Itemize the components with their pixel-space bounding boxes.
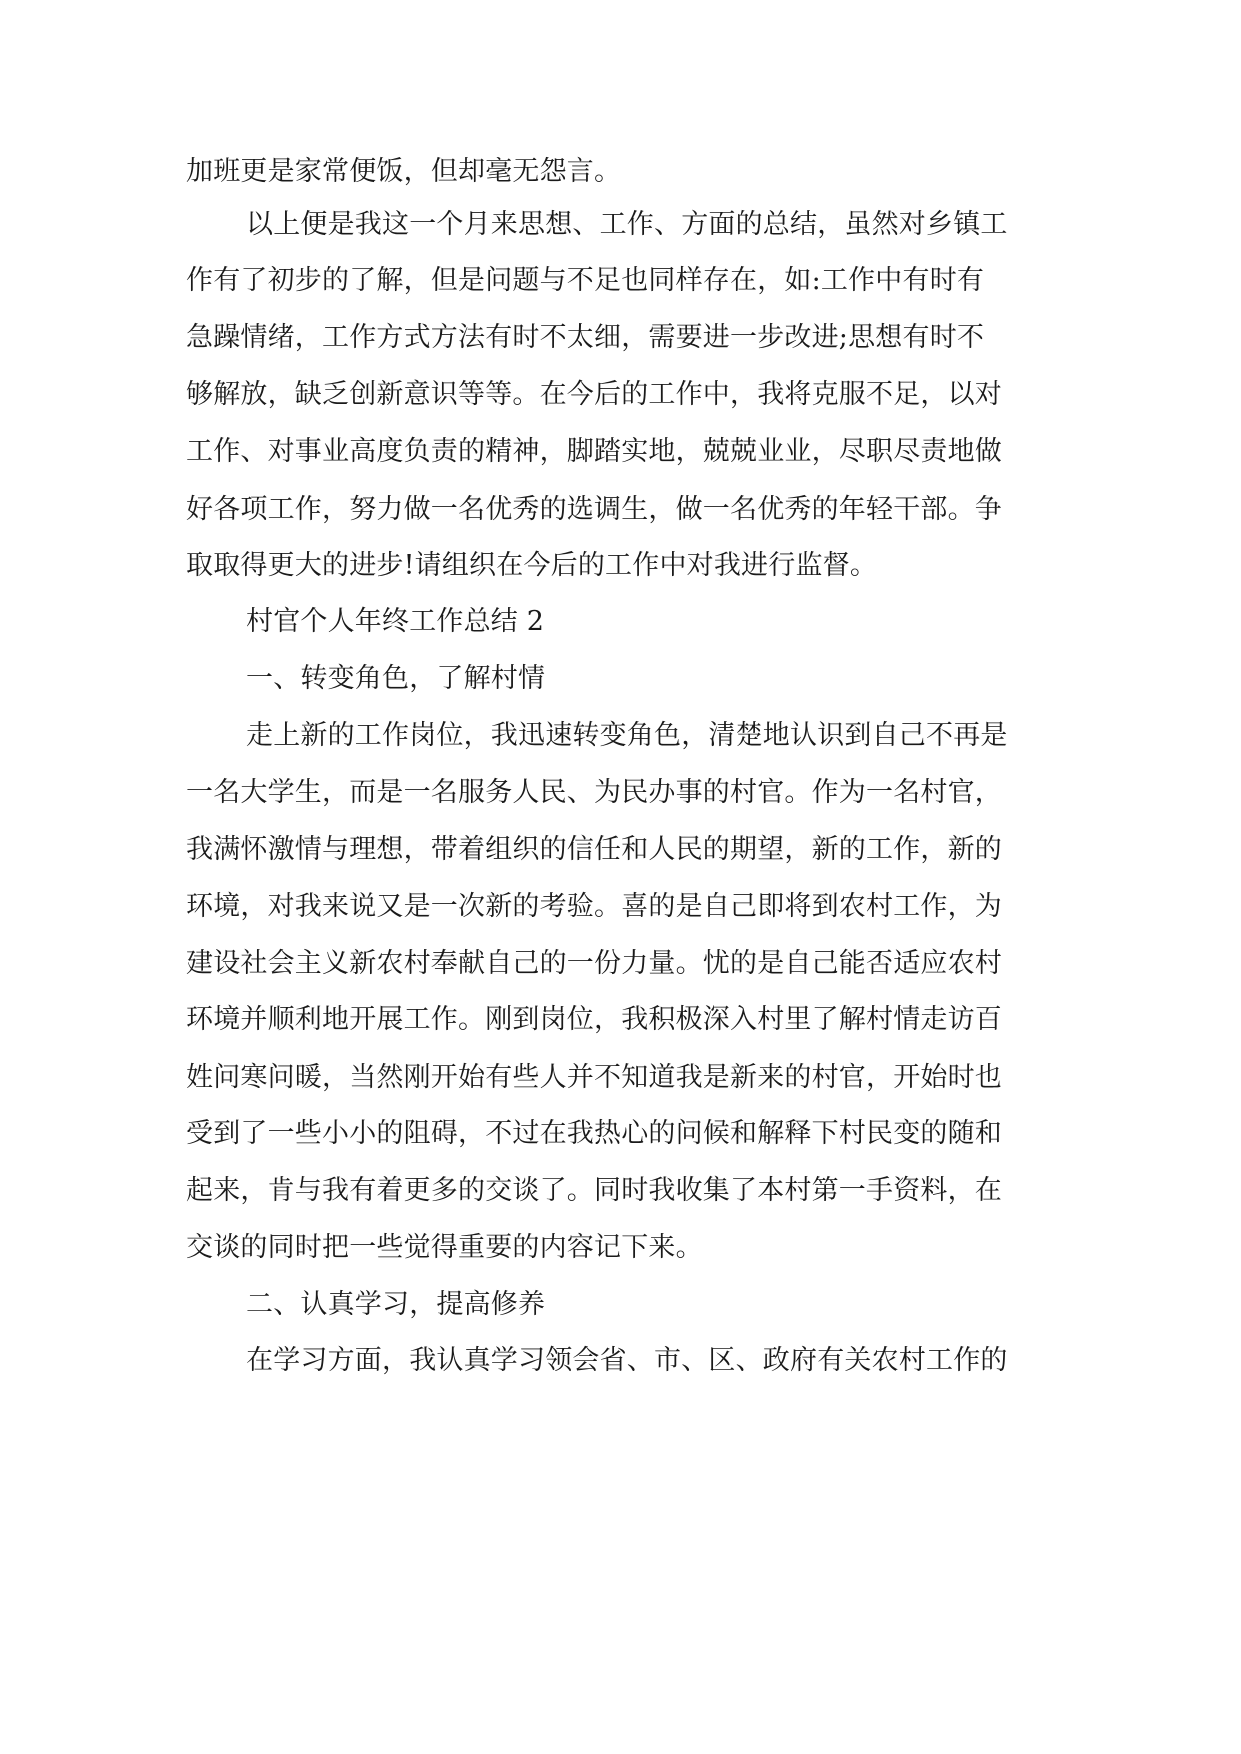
text-line: 姓问寒问暖，当然刚开始有些人并不知道我是新来的村官，开始时也 bbox=[186, 1062, 1002, 1093]
section-title: 村官个人年终工作总结 2 bbox=[246, 606, 545, 637]
text-line: 交谈的同时把一些觉得重要的内容记下来。 bbox=[186, 1232, 703, 1263]
text-line: 急躁情绪，工作方式方法有时不太细，需要进一步改进;思想有时不 bbox=[186, 322, 985, 353]
text-line: 环境并顺利地开展工作。刚到岗位，我积极深入村里了解村情走访百 bbox=[186, 1004, 1002, 1035]
text-line: 够解放，缺乏创新意识等等。在今后的工作中，我将克服不足，以对 bbox=[186, 379, 1002, 410]
text-line: 一名大学生，而是一名服务人民、为民办事的村官。作为一名村官， bbox=[186, 777, 1002, 808]
paragraph-start-line: 在学习方面，我认真学习领会省、市、区、政府有关农村工作的 bbox=[246, 1345, 1008, 1376]
text-line: 加班更是家常便饭，但却毫无怨言。 bbox=[186, 156, 622, 187]
paragraph-start-line: 走上新的工作岗位，我迅速转变角色，清楚地认识到自己不再是 bbox=[246, 720, 1008, 751]
text-line: 建设社会主义新农村奉献自己的一份力量。忧的是自己能否适应农村 bbox=[186, 948, 1002, 979]
paragraph-start-line: 以上便是我这一个月来思想、工作、方面的总结，虽然对乡镇工 bbox=[246, 209, 1008, 240]
text-line: 起来，肯与我有着更多的交谈了。同时我收集了本村第一手资料，在 bbox=[186, 1175, 1002, 1206]
text-line: 作有了初步的了解，但是问题与不足也同样存在，如:工作中有时有 bbox=[186, 265, 985, 296]
text-line: 环境，对我来说又是一次新的考验。喜的是自己即将到农村工作，为 bbox=[186, 891, 1002, 922]
text-line: 好各项工作，努力做一名优秀的选调生，做一名优秀的年轻干部。争 bbox=[186, 494, 1002, 525]
section-heading: 二、认真学习，提高修养 bbox=[246, 1289, 546, 1320]
text-line: 取取得更大的进步!请组织在今后的工作中对我进行监督。 bbox=[186, 550, 878, 581]
text-line: 受到了一些小小的阻碍，不过在我热心的问候和解释下村民变的随和 bbox=[186, 1118, 1002, 1149]
text-line: 工作、对事业高度负责的精神，脚踏实地，兢兢业业，尽职尽责地做 bbox=[186, 436, 1002, 467]
text-line: 我满怀激情与理想，带着组织的信任和人民的期望，新的工作，新的 bbox=[186, 834, 1002, 865]
section-heading: 一、转变角色，了解村情 bbox=[246, 663, 546, 694]
